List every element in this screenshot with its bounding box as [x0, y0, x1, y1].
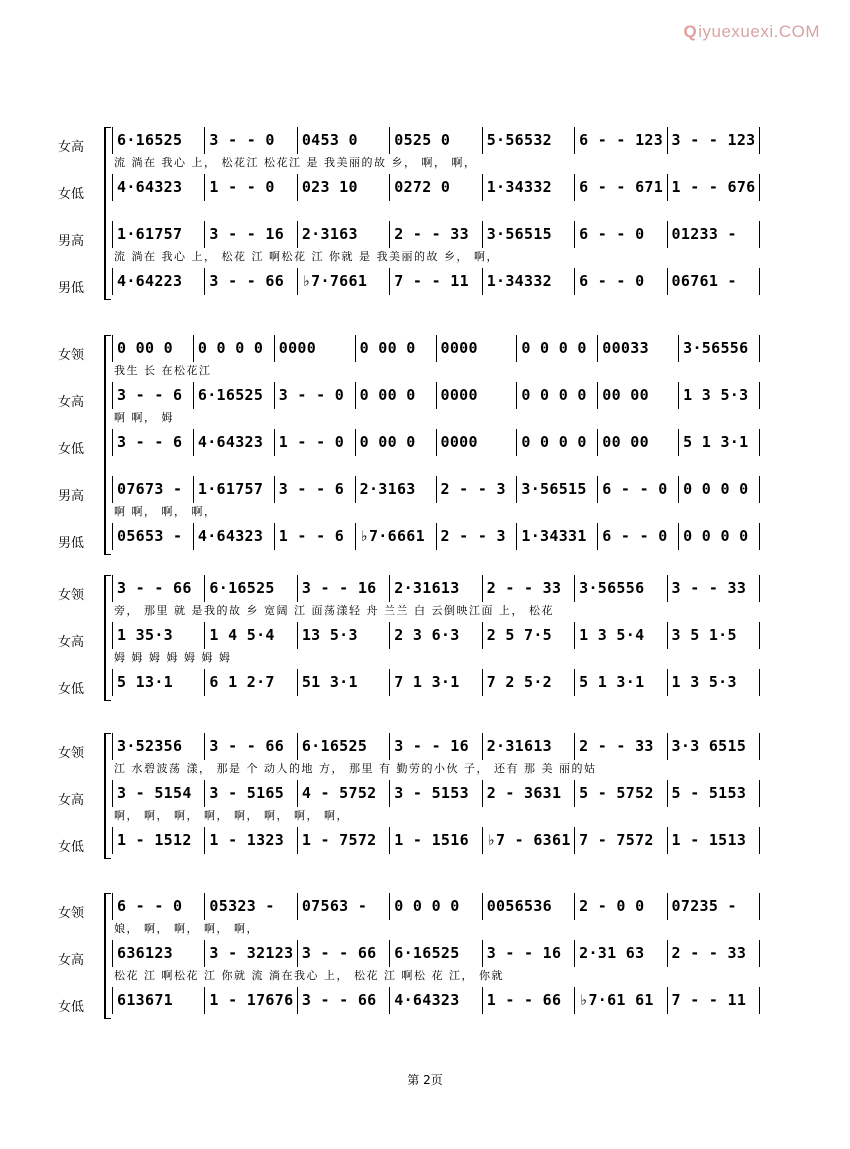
measure: 6 - - 0 [598, 476, 679, 503]
measure: 3·56515 [483, 221, 575, 248]
measure: 0 0 0 0 [517, 335, 598, 362]
measure: 1 35·3 [112, 622, 205, 649]
measure: 1 3 5·4 [575, 622, 667, 649]
part-name: 女低 [58, 1000, 85, 1015]
measure: 5 - 5752 [575, 780, 667, 807]
measure: 4·64323 [112, 174, 205, 201]
measure: 3 - - 16 [298, 575, 390, 602]
part-name: 男低 [58, 536, 85, 551]
measure: 3·56556 [679, 335, 760, 362]
measure: 3 - 32123 [205, 940, 297, 967]
measure: 05323 - [205, 893, 297, 920]
measure-row [112, 733, 760, 760]
lyric-line: 流 淌在 我心 上， 松花 江 啊松花 江 你就 是 我美丽的故 乡， 啊， [114, 250, 499, 263]
measure: 1 - - 6 [275, 523, 356, 550]
part-name: 女低 [58, 187, 85, 202]
voice-part [0, 622, 850, 666]
measure: 3 - - 16 [483, 940, 575, 967]
measure: 4·64223 [112, 268, 205, 295]
measure: 3 - 5153 [390, 780, 482, 807]
voice-part [0, 827, 850, 871]
measure: 6 - - 0 [598, 523, 679, 550]
voice-part [0, 221, 850, 265]
measure: 3·52356 [112, 733, 205, 760]
measure: 2 - 3631 [483, 780, 575, 807]
measure: 3 - - 123 [668, 127, 760, 154]
measure: 3 - - 66 [298, 940, 390, 967]
measure: 7 - 7572 [575, 827, 667, 854]
measure: 2·3163 [298, 221, 390, 248]
measure: 2 5 7·5 [483, 622, 575, 649]
part-name: 女领 [58, 588, 85, 603]
measure: 51 3·1 [298, 669, 390, 696]
measure: 7 - - 11 [668, 987, 760, 1014]
measure: 6 - - 671 [575, 174, 667, 201]
measure: 3 - - 33 [668, 575, 760, 602]
voice-part [0, 127, 850, 171]
measure: 1 3 5·3 [679, 382, 760, 409]
lyric-line: 旁， 那里 就 是我的故 乡 宽阔 江 面荡漾轻 舟 兰兰 白 云倒映江面 上， 松花 [114, 604, 554, 617]
voice-part [0, 575, 850, 619]
measure: 6 - - 123 [575, 127, 667, 154]
voice-part [0, 987, 850, 1031]
part-name: 女领 [58, 906, 85, 921]
measure: 05653 - [112, 523, 194, 550]
measure: ♭7·6661 [356, 523, 437, 550]
measure: 7 1 3·1 [390, 669, 482, 696]
measure: 5 1 3·1 [575, 669, 667, 696]
measure: 1 - - 676 [668, 174, 760, 201]
measure-row [112, 893, 760, 920]
watermark-text: iyuexuexi.COM [698, 22, 820, 41]
measure: 023 10 [298, 174, 390, 201]
measure: 3 - - 6 [112, 429, 194, 456]
measure: 1 - 1513 [668, 827, 760, 854]
measure: 5·56532 [483, 127, 575, 154]
measure: 0 0 0 0 [679, 523, 760, 550]
measure: 1 - - 66 [483, 987, 575, 1014]
measure: 0525 0 [390, 127, 482, 154]
measure: 0 0 0 0 [390, 893, 482, 920]
measure-row [112, 987, 760, 1014]
measure: 4 - 5752 [298, 780, 390, 807]
measure: 1·34332 [483, 174, 575, 201]
measure: 5 1 3·1 [679, 429, 760, 456]
measure: 1 - 7572 [298, 827, 390, 854]
measure: 2·3163 [356, 476, 437, 503]
voice-part [0, 733, 850, 777]
measure: 636123 [112, 940, 205, 967]
measure: 2·31613 [390, 575, 482, 602]
measure-row [112, 335, 760, 362]
measure: 7 - - 11 [390, 268, 482, 295]
measure: 3·3 6515 [668, 733, 760, 760]
measure: 3 - 5154 [112, 780, 205, 807]
measure: 6 - - 0 [575, 268, 667, 295]
part-name: 男高 [58, 489, 85, 504]
measure: ♭7·7661 [298, 268, 390, 295]
measure: 07563 - [298, 893, 390, 920]
part-name: 女高 [58, 395, 85, 410]
page-number: 第 2页 [407, 1073, 443, 1087]
measure: 6·16525 [298, 733, 390, 760]
measure: 7 2 5·2 [483, 669, 575, 696]
measure: 2 - - 33 [390, 221, 482, 248]
part-name: 女高 [58, 635, 85, 650]
measure: 0 0 0 0 [517, 429, 598, 456]
site-watermark [684, 22, 821, 42]
measure: 1 - 1323 [205, 827, 297, 854]
lyric-line: 啊， 啊， 啊， 啊， 啊， 啊， 啊， 啊， [114, 809, 349, 822]
measure: 2·31 63 [575, 940, 667, 967]
voice-part [0, 382, 850, 426]
measure-row [112, 476, 760, 503]
measure: 4·64323 [194, 429, 275, 456]
measure: 3 - - 66 [298, 987, 390, 1014]
measure: 01233 - [668, 221, 760, 248]
measure: 4·64323 [194, 523, 275, 550]
measure: 0056536 [483, 893, 575, 920]
part-name: 女低 [58, 682, 85, 697]
measure: 3 - - 66 [112, 575, 205, 602]
measure: 00033 [598, 335, 679, 362]
measure: 1 - - 0 [275, 429, 356, 456]
measure-row [112, 429, 760, 456]
measure: 0000 [275, 335, 356, 362]
measure: 07235 - [668, 893, 760, 920]
measure: 0 0 0 0 [679, 476, 760, 503]
measure: 0 0 0 0 [194, 335, 275, 362]
measure-row [112, 669, 760, 696]
part-name: 女高 [58, 793, 85, 808]
measure: 1 - 1512 [112, 827, 205, 854]
measure: 2 - - 33 [483, 575, 575, 602]
measure: 3 - - 16 [205, 221, 297, 248]
measure: 2 - - 3 [437, 523, 518, 550]
measure: 5 - 5153 [668, 780, 760, 807]
measure: ♭7 - 6361 [483, 827, 575, 854]
measure-row [112, 382, 760, 409]
measure-row [112, 523, 760, 550]
lyric-line: 我生 长 在松花江 [114, 364, 212, 377]
measure: 6·16525 [112, 127, 205, 154]
measure: 2 - - 33 [575, 733, 667, 760]
measure-row [112, 780, 760, 807]
watermark-logo-mark: Q [683, 22, 698, 41]
measure-row [112, 622, 760, 649]
lyric-line: 啊 啊， 啊， 啊， [114, 505, 217, 518]
measure-row [112, 827, 760, 854]
measure: 2·31613 [483, 733, 575, 760]
measure: 6 - - 0 [112, 893, 205, 920]
lyric-line: 江 水碧波荡 漾， 那是 个 动人的地 方， 那里 有 勤劳的小伙 子， 还有 那 美 丽的姑 [114, 762, 597, 775]
measure-row [112, 268, 760, 295]
voice-part [0, 780, 850, 824]
part-name: 女领 [58, 746, 85, 761]
measure-row [112, 940, 760, 967]
measure-row [112, 127, 760, 154]
measure: 1·61757 [112, 221, 205, 248]
measure: 3·56515 [517, 476, 598, 503]
lyric-line: 流 淌在 我心 上， 松花江 松花江 是 我美丽的故 乡， 啊， 啊， [114, 156, 477, 169]
measure: 3 5 1·5 [668, 622, 760, 649]
measure: 3 - 5165 [205, 780, 297, 807]
measure: 1 4 5·4 [205, 622, 297, 649]
measure: 1 3 5·3 [668, 669, 760, 696]
measure: 2 - - 33 [668, 940, 760, 967]
measure: 07673 - [112, 476, 194, 503]
part-name: 男低 [58, 281, 85, 296]
measure: 1·34331 [517, 523, 598, 550]
measure: 1·61757 [194, 476, 275, 503]
measure: 2 - - 3 [437, 476, 518, 503]
measure: 3 - - 0 [275, 382, 356, 409]
measure: 4·64323 [390, 987, 482, 1014]
measure: 0 00 0 [356, 429, 437, 456]
measure: 0 0 0 0 [517, 382, 598, 409]
measure: 3·56556 [575, 575, 667, 602]
measure: 3 - - 16 [390, 733, 482, 760]
measure: 00 00 [598, 382, 679, 409]
measure: 6·16525 [390, 940, 482, 967]
measure-row [112, 174, 760, 201]
voice-part [0, 476, 850, 520]
measure: 0000 [437, 429, 518, 456]
voice-part [0, 268, 850, 312]
measure: 2 - 0 0 [575, 893, 667, 920]
measure: 3 - - 0 [205, 127, 297, 154]
measure: 3 - - 66 [205, 268, 297, 295]
measure: 3 - - 6 [275, 476, 356, 503]
measure: 6 1 2·7 [205, 669, 297, 696]
voice-part [0, 429, 850, 473]
voice-part [0, 940, 850, 984]
measure-row [112, 575, 760, 602]
part-name: 男高 [58, 234, 85, 249]
measure: 0000 [437, 382, 518, 409]
measure: 0000 [437, 335, 518, 362]
measure-row [112, 221, 760, 248]
measure: 1 - 1516 [390, 827, 482, 854]
voice-part [0, 669, 850, 713]
measure: 13 5·3 [298, 622, 390, 649]
measure: 3 - - 66 [205, 733, 297, 760]
lyric-line: 松花 江 啊松花 江 你就 流 淌在我心 上， 松花 江 啊松 花 江， 你就 [114, 969, 504, 982]
measure: 1 - 17676 [205, 987, 297, 1014]
measure: 0 00 0 [356, 335, 437, 362]
measure: 1·34332 [483, 268, 575, 295]
measure: 3 - - 6 [112, 382, 194, 409]
measure: 1 - - 0 [205, 174, 297, 201]
measure: 0 00 0 [356, 382, 437, 409]
measure: 2 3 6·3 [390, 622, 482, 649]
measure: 6 - - 0 [575, 221, 667, 248]
part-name: 女高 [58, 953, 85, 968]
measure: 0272 0 [390, 174, 482, 201]
measure: 0453 0 [298, 127, 390, 154]
voice-part [0, 335, 850, 379]
part-name: 女低 [58, 442, 85, 457]
voice-part [0, 893, 850, 937]
measure: 5 13·1 [112, 669, 205, 696]
voice-part [0, 523, 850, 567]
measure: 613671 [112, 987, 205, 1014]
part-name: 女低 [58, 840, 85, 855]
measure: 6·16525 [205, 575, 297, 602]
part-name: 女高 [58, 140, 85, 155]
lyric-line: 姆 姆 姆 姆 姆 姆 姆 [114, 651, 232, 664]
lyric-line: 娘， 啊， 啊， 啊， 啊， [114, 922, 259, 935]
lyric-line: 啊 啊， 姆 [114, 411, 174, 424]
part-name: 女领 [58, 348, 85, 363]
measure: 00 00 [598, 429, 679, 456]
voice-part [0, 174, 850, 218]
measure: 6·16525 [194, 382, 275, 409]
measure: 0 00 0 [112, 335, 194, 362]
measure: 06761 - [668, 268, 760, 295]
measure: ♭7·61 61 [575, 987, 667, 1014]
